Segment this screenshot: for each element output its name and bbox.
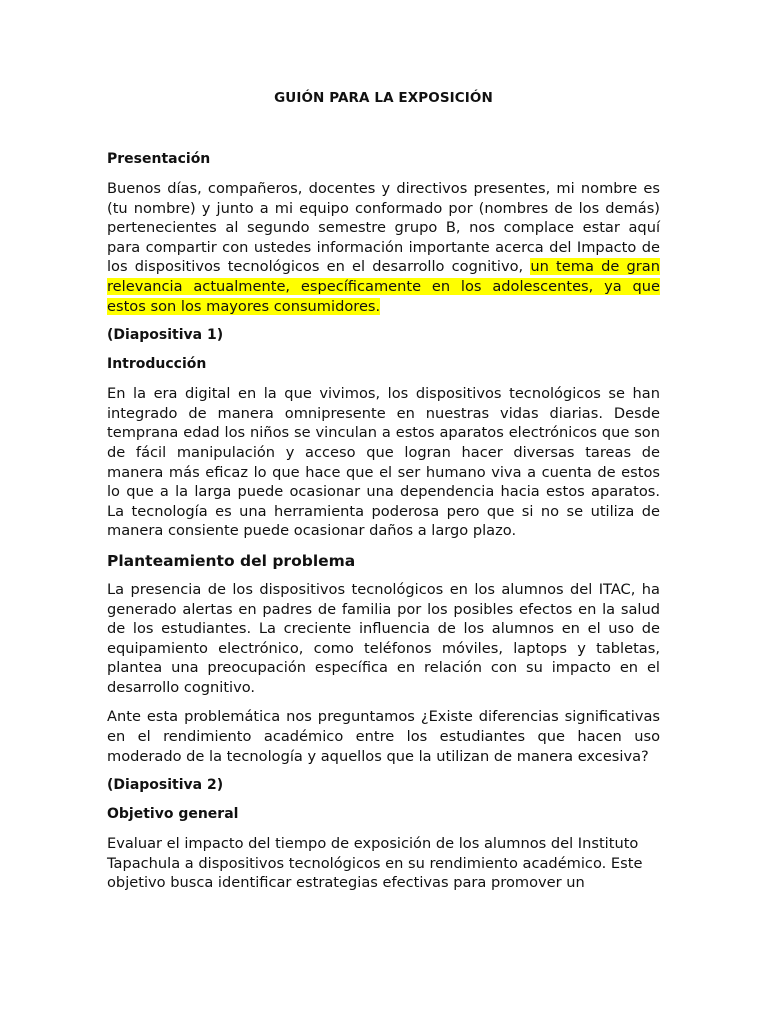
presentacion-text: Buenos días, compañeros, docentes y directivos presentes, mi nombre es (tu nombre) y junto a mi equipo conformado por (nombres de los demás) pertenecientes al segundo semestre grupo B, nos complace estar aquí para compartir con ustedes información importante acerca del Impacto de los dispositivos tecnológicos en el desarrollo cognitivo, — [107, 180, 660, 276]
paragraph-planteamiento-1: La presencia de los dispositivos tecnológicos en los alumnos del ITAC, ha generado alertas en padres de familia por los posibles efectos en la salud de los estudiantes. La creciente influencia de los alumnos en el uso de equipamiento electrónico, como teléfonos móviles, laptops y tabletas, plantea una preocupación específica en relación con su impacto en el desarrollo cognitivo. — [107, 580, 660, 696]
paragraph-planteamiento-2: Ante esta problemática nos preguntamos ¿Existe diferencias significativas en el rendimiento académico entre los estudiantes que hacen uso moderado de la tecnología y aquellos que la utilizan de manera excesiva? — [107, 708, 660, 765]
label-diapositiva-2: (Diapositiva 2) — [107, 777, 224, 794]
heading-presentacion: Presentación — [107, 151, 211, 167]
document-page — [107, 90, 660, 903]
heading-planteamiento: Planteamiento del problema — [107, 551, 356, 570]
heading-introduccion: Introducción — [107, 356, 207, 373]
heading-objetivo: Objetivo general — [107, 806, 239, 823]
paragraph-introduccion: En la era digital en la que vivimos, los dispositivos tecnológicos se han integrado de manera omnipresente en nuestras vidas diarias. Desde temprana edad los niños se vinculan a estos aparatos electrónicos que son de fácil manipulación y acceso que logran hacer diversas tareas de manera más eficaz lo que hace que el ser humano viva a cuenta de estos lo que a la larga puede ocasionar una dependencia hacia estos aparatos. La tecnología es una herramienta poderosa pero que si no se utiliza de manera consiente puede ocasionar daños a largo plazo. — [107, 385, 660, 540]
document-title: GUIÓN PARA LA EXPOSICIÓN — [274, 90, 493, 106]
label-diapositiva-1: (Diapositiva 1) — [107, 327, 224, 344]
paragraph-presentacion — [107, 179, 660, 316]
highlighted-text: un tema de gran relevancia actualmente, específicamente en los adolescentes, ya que estos son los mayores consumidores. — [107, 258, 660, 315]
paragraph-objetivo: Evaluar el impacto del tiempo de exposición de los alumnos del Instituto Tapachula a dispositivos tecnológicos en su rendimiento académico. Este objetivo busca identificar estrategias efectivas para promover un — [107, 835, 643, 892]
